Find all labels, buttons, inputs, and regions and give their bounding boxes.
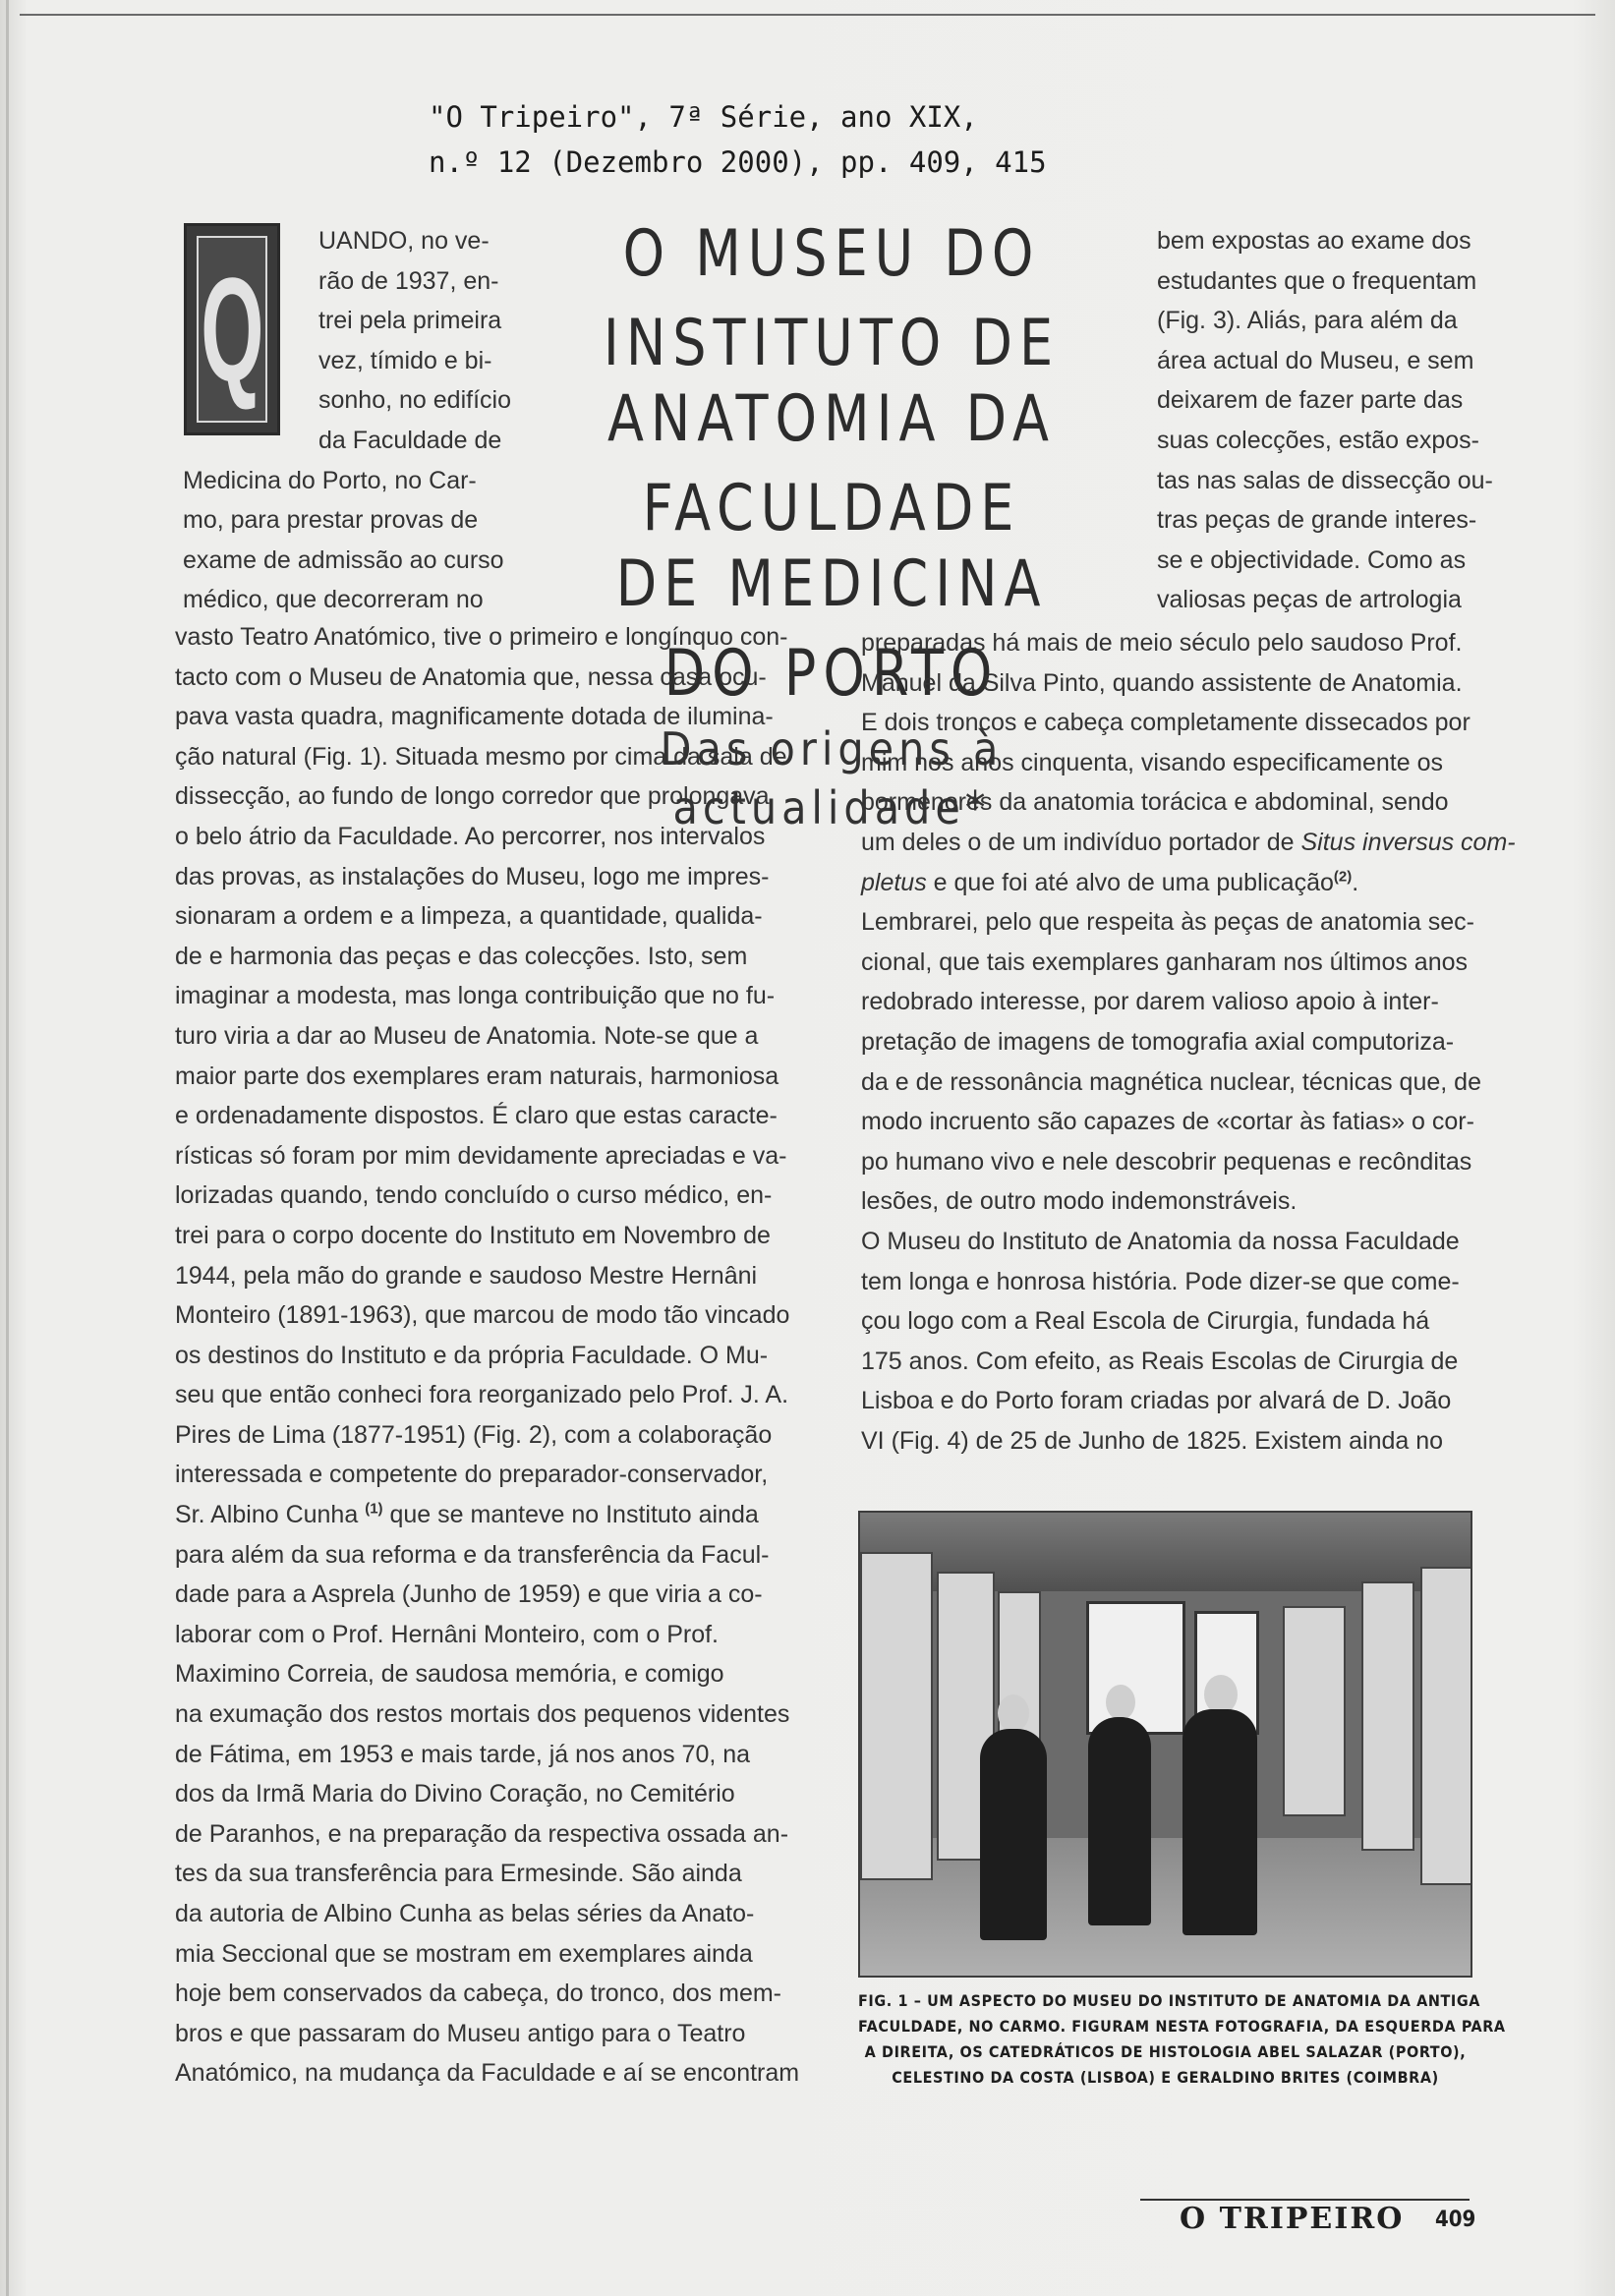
text-line: modo incruento são capazes de «cortar às fatias» o cor- — [861, 1108, 1474, 1136]
text-line: Maximino Correia, de saudosa memória, e comigo — [175, 1660, 724, 1689]
text-line: Monteiro (1891-1963), que marcou de modo tão vincado — [175, 1301, 790, 1330]
text-line: 175 anos. Com efeito, as Reais Escolas de Cirurgia de — [861, 1347, 1459, 1375]
person-figure — [1088, 1717, 1151, 1925]
text-line — [861, 863, 1480, 903]
text-line: Pires de Lima (1877-1951) (Fig. 2), com a colaboração — [175, 1420, 773, 1449]
text-line: ção natural (Fig. 1). Situada mesmo por cima da sala de — [175, 742, 787, 771]
text-fragment: . — [1352, 868, 1359, 896]
text-line: pretação de imagens de tomografia axial computoriza- — [861, 1027, 1455, 1056]
person-head — [1106, 1685, 1135, 1720]
text-line: dissecção, ao fundo de longo corredor que prolongava — [175, 782, 770, 811]
person-figure — [980, 1729, 1047, 1940]
person-head — [998, 1694, 1029, 1732]
display-cabinet — [860, 1552, 933, 1880]
text-line: laborar com o Prof. Hernâni Monteiro, com o Prof. — [175, 1620, 720, 1648]
text-line: rísticas só foram por mim devidamente apreciadas e va- — [175, 1141, 787, 1170]
footnote-ref: (2) — [1333, 868, 1353, 886]
text-line: çou logo com a Real Escola de Cirurgia, fundada há — [861, 1307, 1430, 1336]
text-line: trei pela primeira — [318, 307, 502, 335]
footnote-ref: (1) — [365, 1500, 383, 1518]
caption-line: CELESTINO DA COSTA (LISBOA) E GERALDINO BRITES (COIMBRA) — [892, 2068, 1439, 2087]
text-line: pava vasta quadra, magnificamente dotada de ilumina- — [175, 703, 774, 731]
citation-line: "O Tripeiro", 7ª Série, ano XIX, — [429, 100, 978, 134]
window — [1086, 1601, 1185, 1735]
footer-rule — [1140, 2199, 1470, 2201]
text-line: tras peças de grande interes- — [1157, 506, 1477, 535]
right-column — [861, 623, 1516, 1461]
text-line: vasto Teatro Anatómico, tive o primeiro e longínquo con- — [175, 623, 788, 651]
text-line — [175, 1495, 794, 1535]
text-line: estudantes que o frequentam — [1157, 266, 1477, 295]
text-line: das provas, as instalações do Museu, logo me impres- — [175, 862, 770, 890]
display-cabinet — [1420, 1567, 1472, 1885]
text-line: vez, tímido e bi- — [318, 346, 492, 374]
text-fragment: um deles o de um indivíduo portador de — [861, 828, 1301, 856]
text-line: de Paranhos, e na preparação da respectiva ossada an- — [175, 1819, 789, 1848]
text-line: O Museu do Instituto de Anatomia da nossa Faculdade — [861, 1227, 1460, 1255]
text-line: da e de ressonância magnética nuclear, técnicas que, de — [861, 1067, 1481, 1096]
drop-cap-letter: Q — [200, 247, 264, 412]
text-line: Lembrarei, pelo que respeita às peças de anatomia sec- — [861, 908, 1474, 937]
text-line: exame de admissão ao curso — [183, 545, 504, 574]
text-line: hoje bem conservados da cabeça, do tronco, dos mem- — [175, 1980, 782, 2008]
text-line: os destinos do Instituto e da própria Faculdade. O Mu- — [175, 1341, 769, 1369]
text-line: mim nos anos cinquenta, visando especificamente os — [861, 748, 1443, 776]
italic-term: Situs inversus com- — [1300, 828, 1516, 856]
top-rule — [20, 14, 1595, 16]
text-line: sionaram a ordem e a limpeza, a quantidade, qualida- — [175, 902, 763, 931]
museum-photo — [858, 1511, 1472, 1978]
text-fragment: e que foi até alvo de uma publicação — [926, 868, 1334, 896]
intro-text — [183, 221, 548, 620]
text-line: pormenores da anatomia torácica e abdominal, sendo — [861, 788, 1449, 817]
text-line — [861, 823, 1516, 863]
text-line: área actual do Museu, e sem — [1157, 346, 1474, 374]
text-line: rão de 1937, en- — [318, 266, 499, 295]
display-cabinet — [1361, 1581, 1414, 1851]
text-line: preparadas há mais de meio século pelo saudoso Prof. — [861, 629, 1463, 657]
figure-caption — [858, 1988, 1506, 2091]
text-line: bros e que passaram do Museu antigo para o Teatro — [175, 2019, 746, 2047]
text-line: sonho, no edifício — [318, 386, 511, 415]
text-line: tacto com o Museu de Anatomia que, nessa casa ocu- — [175, 662, 767, 691]
caption-line: FACULDADE, NO CARMO. FIGURAM NESTA FOTOGRAFIA, DA ESQUERDA PARA — [858, 2017, 1506, 2036]
text-line: redobrado interesse, por darem valioso apoio à inter- — [861, 988, 1439, 1016]
text-line: se e objectividade. Como as — [1157, 545, 1467, 574]
italic-term: pletus — [861, 868, 927, 896]
text-line: tem longa e honrosa história. Pode dizer-se que come- — [861, 1267, 1460, 1295]
text-fragment: que se manteve no Instituto ainda — [389, 1501, 759, 1529]
text-line: trei para o corpo docente do Instituto em Novembro de — [175, 1221, 771, 1249]
text-line: para além da sua reforma e da transferência da Facul- — [175, 1540, 770, 1569]
text-line: o belo átrio da Faculdade. Ao percorrer, nos intervalos — [175, 822, 766, 850]
text-line: Anatómico, na mudança da Faculdade e aí se encontram — [175, 2059, 800, 2088]
text-line: e ordenadamente dispostos. É claro que estas caracte- — [175, 1102, 778, 1130]
text-line: suas colecções, estão expos- — [1157, 426, 1479, 454]
text-line: imaginar a modesta, mas longa contribuição que no fu- — [175, 982, 776, 1010]
person-head — [1204, 1675, 1238, 1714]
text-line: na exumação dos restos mortais dos pequenos videntes — [175, 1700, 790, 1729]
text-line: deixarem de fazer parte das — [1157, 386, 1464, 415]
text-line: VI (Fig. 4) de 25 de Junho de 1825. Existem ainda no — [861, 1426, 1444, 1455]
page-number: 409 — [1435, 2208, 1476, 2232]
text-line: E dois troncos e cabeça completamente dissecados por — [861, 709, 1471, 737]
text-line: po humano vivo e nele descobrir pequenas e recônditas — [861, 1147, 1472, 1176]
text-line: mo, para prestar provas de — [183, 506, 479, 535]
title-line: O MUSEU DO INSTITUTO DE — [603, 216, 1061, 381]
text-line: 1944, pela mão do grande e saudoso Mestre Hernâni — [175, 1261, 758, 1290]
text-line: tes da sua transferência para Ermesinde. São ainda — [175, 1860, 742, 1888]
text-line: Lisboa e do Porto foram criadas por alvará de D. João — [861, 1387, 1452, 1415]
text-line: cional, que tais exemplares ganharam nos últimos anos — [861, 947, 1469, 976]
text-line: maior parte dos exemplares eram naturais, harmoniosa — [175, 1062, 779, 1090]
text-line: tas nas salas de dissecção ou- — [1157, 466, 1493, 494]
title-line: ANATOMIA DA FACULDADE — [607, 381, 1056, 546]
caption-line: FIG. 1 – UM ASPECTO DO MUSEU DO INSTITUTO DE ANATOMIA DA ANTIGA — [858, 1991, 1481, 2010]
text-line: seu que então conheci fora reorganizado pelo Prof. J. A. — [175, 1381, 789, 1409]
left-column — [175, 617, 800, 2094]
text-line: dade para a Asprela (Junho de 1959) e que viria a co- — [175, 1580, 763, 1609]
article-subtitle: Das origens à actualidade* — [660, 722, 1004, 834]
text-line: turo viria a dar ao Museu de Anatomia. Note-se que a — [175, 1021, 759, 1050]
text-line: dos da Irmã Maria do Divino Coração, no Cemitério — [175, 1780, 735, 1808]
text-line: lesões, de outro modo indemonstráveis. — [861, 1187, 1298, 1216]
text-line: Medicina do Porto, no Car- — [183, 466, 477, 494]
citation — [429, 94, 1047, 185]
masthead-logo: O TRIPEIRO — [1180, 2202, 1405, 2236]
text-line: UANDO, no ve- — [318, 227, 490, 255]
text-line: valiosas peças de artrologia — [1157, 586, 1462, 614]
text-line: (Fig. 3). Aliás, para além da — [1157, 307, 1458, 335]
text-line: médico, que decorreram no — [183, 586, 484, 614]
display-cabinet — [1283, 1606, 1346, 1816]
text-line: de e harmonia das peças e das colecções. Isto, sem — [175, 942, 748, 970]
title-line: DE MEDICINA DO PORTO — [615, 546, 1048, 712]
caption-line: A DIREITA, OS CATEDRÁTICOS DE HISTOLOGIA ABEL SALAZAR (PORTO), — [864, 2042, 1467, 2061]
text-line: de Fátima, em 1953 e mais tarde, já nos anos 70, na — [175, 1740, 751, 1768]
text-line: bem expostas ao exame dos — [1157, 227, 1471, 255]
page-edge — [6, 0, 9, 2296]
text-line: da autoria de Albino Cunha as belas séries da Anato- — [175, 1900, 755, 1927]
person-figure — [1182, 1709, 1257, 1935]
text-line: da Faculdade de — [318, 426, 502, 454]
citation-line: n.º 12 (Dezembro 2000), pp. 409, 415 — [429, 145, 1047, 179]
text-line: lorizadas quando, tendo concluído o curso médico, en- — [175, 1181, 773, 1210]
text-line: mia Seccional que se mostram em exemplares ainda — [175, 1939, 753, 1968]
text-line: Manuel da Silva Pinto, quando assistente de Anatomia. — [861, 668, 1463, 697]
right-column-top — [1157, 221, 1493, 620]
text-fragment: Sr. Albino Cunha — [175, 1501, 359, 1529]
text-line: interessada e competente do preparador-conservador, — [175, 1461, 769, 1489]
